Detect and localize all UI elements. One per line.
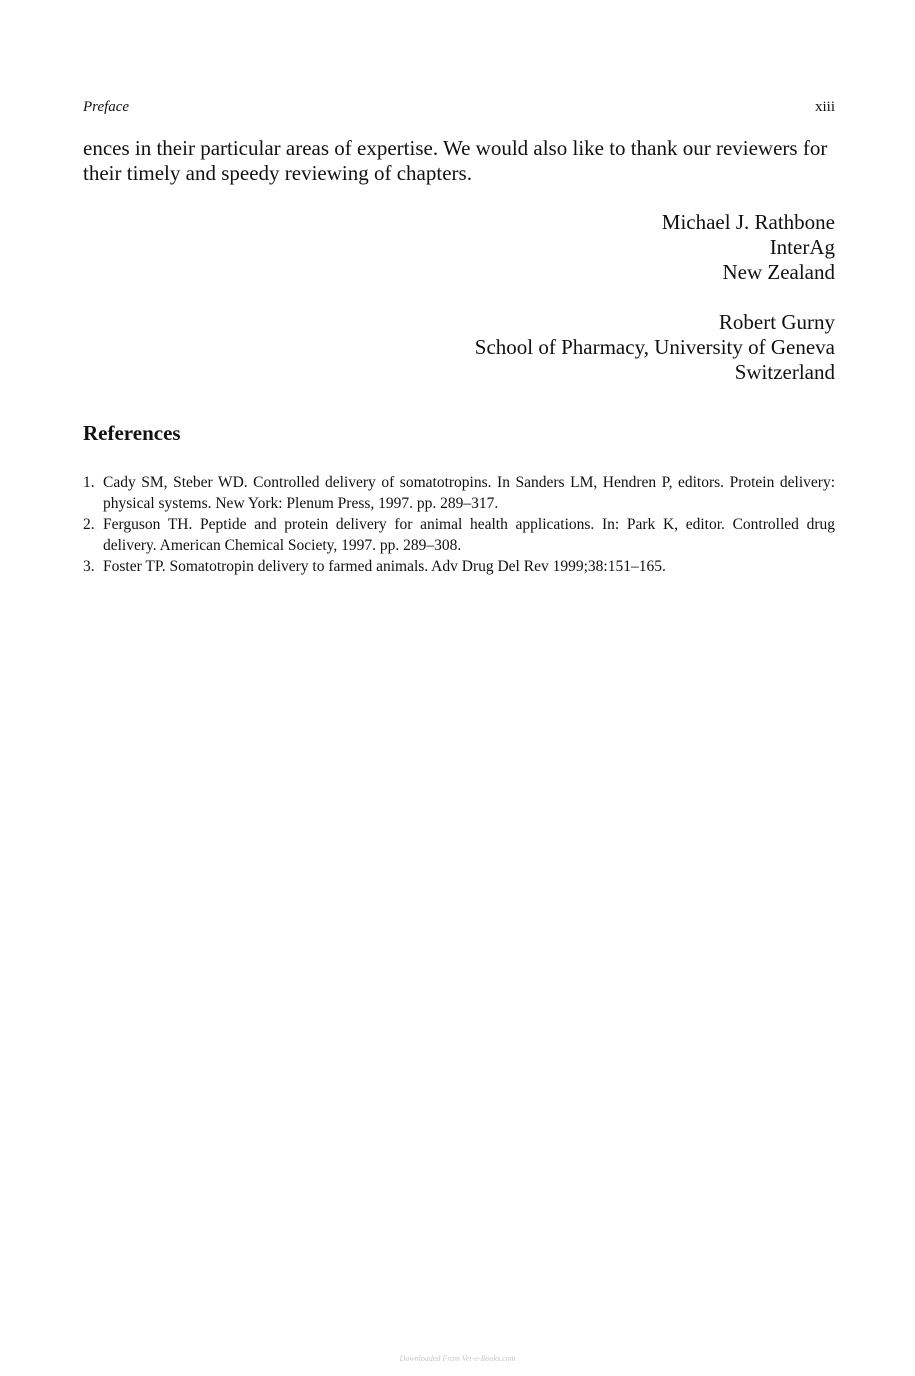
signature-affiliation: InterAg bbox=[769, 235, 835, 259]
reference-item bbox=[83, 514, 835, 556]
section-title: Preface bbox=[83, 99, 130, 115]
body-paragraph: ences in their particular areas of expertise. We would also like to thank our reviewers for their timely and speedy reviewing of chapters. bbox=[83, 136, 828, 185]
reference-text: Cady SM, Steber WD. Controlled delivery of somatotropins. In Sanders LM, Hendren P, editors. Protein delivery: physical systems. New York: Plenum Press, 1997. pp. 289–317. bbox=[103, 474, 835, 512]
signature-gurny bbox=[475, 310, 835, 385]
signature-name: Robert Gurny bbox=[718, 310, 835, 334]
reference-item bbox=[83, 472, 835, 514]
reference-text: Ferguson TH. Peptide and protein delivery for animal health applications. In: Park K, editor. Controlled drug delivery. American Chemical Society, 1997. pp. 289–308. bbox=[103, 516, 835, 554]
references-list bbox=[83, 472, 835, 577]
reference-number: 2. bbox=[83, 516, 95, 533]
signature-country: Switzerland bbox=[734, 360, 835, 384]
signature-name: Michael J. Rathbone bbox=[661, 210, 835, 234]
body-paragraph-block bbox=[83, 136, 835, 186]
signature-rathbone bbox=[662, 210, 835, 285]
download-watermark: Downloaded From Vet-e-Books.com bbox=[399, 1354, 516, 1363]
page-number: xiii bbox=[814, 99, 835, 115]
signature-country: New Zealand bbox=[722, 260, 835, 284]
reference-number: 3. bbox=[83, 558, 95, 575]
reference-text: Foster TP. Somatotropin delivery to farmed animals. Adv Drug Del Rev 1999;38:151–165. bbox=[103, 558, 666, 575]
references-heading: References bbox=[83, 421, 181, 445]
running-head bbox=[83, 99, 835, 119]
reference-item bbox=[83, 556, 835, 577]
signature-affiliation: School of Pharmacy, University of Geneva bbox=[474, 335, 835, 359]
reference-number: 1. bbox=[83, 474, 95, 491]
